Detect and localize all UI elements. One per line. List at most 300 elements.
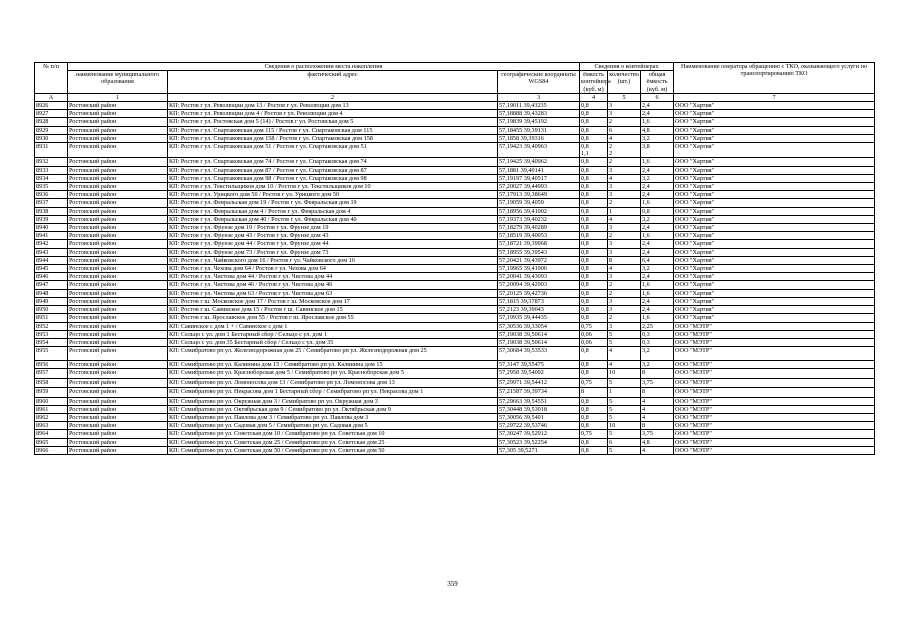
address-cell: КП: Семибратово рп ул. Советская дом 25 / Семибратово рп ул. Советская дом 25: [168, 438, 498, 446]
municipality-cell: Ростовский район: [68, 183, 168, 191]
municipality-cell: Ростовский район: [68, 314, 168, 322]
address-cell: КП: Семибратово рп ул. Советская дом 50 / Семибратово рп ул. Советская дом 50: [168, 446, 498, 454]
operator-cell: ООО "Хартия": [674, 215, 875, 223]
table-row: [35, 281, 875, 289]
header-count: количество (шт.): [608, 71, 641, 94]
row-number: 8937: [35, 199, 68, 207]
total-cell: 2,25: [641, 322, 674, 330]
row-number: 8958: [35, 379, 68, 387]
total-cell: 3,2: [641, 361, 674, 369]
coordinates-cell: 57,19373 39,40232: [498, 215, 580, 223]
total-cell: 4: [641, 397, 674, 405]
table-row: [35, 215, 875, 223]
coordinates-cell: 57,29663 39,54551: [498, 397, 580, 405]
table-row: [35, 207, 875, 215]
capacity-cell: 0,8: [580, 118, 608, 126]
header-total: общая ёмкость (куб. м): [641, 71, 674, 94]
municipality-cell: Ростовский район: [68, 379, 168, 387]
count-cell: 2: [608, 232, 641, 240]
row-number: 8959: [35, 387, 68, 397]
row-number: 8929: [35, 126, 68, 134]
coordinates-cell: 57,19011 39,43235: [498, 102, 580, 110]
municipality-cell: Ростовский район: [68, 248, 168, 256]
operator-cell: ООО "Хартия": [674, 166, 875, 174]
table-row: [35, 330, 875, 338]
column-index: 2: [168, 93, 498, 101]
count-cell: 1: [608, 207, 641, 215]
count-cell: 4: [608, 265, 641, 273]
table-body: [35, 102, 875, 455]
row-number: 8942: [35, 240, 68, 248]
coordinates-cell: 57,29722 39,53746: [498, 422, 580, 430]
total-cell: 4,8: [641, 126, 674, 134]
capacity-cell: 0,8: [580, 446, 608, 454]
column-index: 4: [580, 93, 608, 101]
row-number: 8962: [35, 413, 68, 421]
coordinates-cell: 57,19059 39,4059: [498, 199, 580, 207]
row-number: 8945: [35, 265, 68, 273]
capacity-cell: 0,8: [580, 166, 608, 174]
table-row: [35, 430, 875, 438]
count-cell: 3: [608, 102, 641, 110]
operator-cell: ООО "МЭТР": [674, 338, 875, 346]
count-cell: 3: [608, 240, 641, 248]
count-cell: 8: [608, 256, 641, 264]
total-cell: 1,6: [641, 281, 674, 289]
capacity-cell: 0,06: [580, 330, 608, 338]
operator-cell: ООО "Хартия": [674, 224, 875, 232]
coordinates-cell: 57,18279 39,40289: [498, 224, 580, 232]
capacity-cell: 0,8: [580, 232, 608, 240]
row-number: 8943: [35, 248, 68, 256]
coordinates-cell: 57,20041 39,43093: [498, 273, 580, 281]
total-cell: 2,4: [641, 240, 674, 248]
capacity-cell: 0,8: [580, 405, 608, 413]
capacity-cell: 0,8: [580, 281, 608, 289]
total-cell: 0,8: [641, 207, 674, 215]
capacity-cell: 0,8: [580, 134, 608, 142]
capacity-cell: 0,8: [580, 347, 608, 361]
address-cell: КП: Ростов г ул. Спартаковская дом 115 / Ростов г ул. Спартаковская дом 115: [168, 126, 498, 134]
total-cell: 2,4: [641, 110, 674, 118]
count-cell: 4: [608, 215, 641, 223]
operator-cell: ООО "Хартия": [674, 158, 875, 166]
capacity-cell: 0,8: [580, 297, 608, 305]
row-number: 8938: [35, 207, 68, 215]
row-number: 8941: [35, 232, 68, 240]
municipality-cell: Ростовский район: [68, 215, 168, 223]
capacity-cell: 0,8: [580, 422, 608, 430]
row-number: 8955: [35, 347, 68, 361]
operator-cell: ООО "МЭТР": [674, 446, 875, 454]
municipality-cell: Ростовский район: [68, 438, 168, 446]
capacity-cell: 0,8: [580, 306, 608, 314]
address-cell: КП: Ростов г ул. Фрунзе дом 19 / Ростов г ул. Фрунзе дом 19: [168, 224, 498, 232]
table-row: [35, 369, 875, 379]
coordinates-cell: 57,19038 39,50614: [498, 330, 580, 338]
address-cell: КП: Ростов г ш. Московское дом 17 / Ростов г ш. Московское дом 17: [168, 297, 498, 305]
coordinates-cell: 57,18955 39,39543: [498, 248, 580, 256]
capacity-cell: 0,06: [580, 338, 608, 346]
coordinates-cell: 57,19197 39,40517: [498, 174, 580, 182]
row-number: 8950: [35, 306, 68, 314]
coordinates-cell: 57,18519 39,40053: [498, 232, 580, 240]
total-cell: 6,4: [641, 256, 674, 264]
municipality-cell: Ростовский район: [68, 102, 168, 110]
row-number: 8960: [35, 397, 68, 405]
total-cell: 3,8: [641, 143, 674, 158]
table-row: [35, 166, 875, 174]
header-number: № п/п: [35, 63, 68, 94]
municipality-cell: Ростовский район: [68, 297, 168, 305]
count-cell: 3: [608, 273, 641, 281]
capacity-cell: 0,8: [580, 199, 608, 207]
address-cell: КП: Ростов г ул. Фрунзе дом 43 / Ростов г ул. Фрунзе дом 43: [168, 232, 498, 240]
address-cell: КП: Ростов г ул. Спартаковская дом 74 / Ростов г ул. Спартаковская дом 74: [168, 158, 498, 166]
operator-cell: ООО "МЭТР": [674, 347, 875, 361]
total-cell: 2,4: [641, 273, 674, 281]
municipality-cell: Ростовский район: [68, 413, 168, 421]
row-number: 8951: [35, 314, 68, 322]
row-number: 8952: [35, 322, 68, 330]
total-cell: 3,2: [641, 347, 674, 361]
total-cell: 2,4: [641, 224, 674, 232]
count-cell: 5: [608, 446, 641, 454]
municipality-cell: Ростовский район: [68, 446, 168, 454]
table-row: [35, 224, 875, 232]
capacity-cell: 0,8: [580, 158, 608, 166]
address-cell: КП: Семибратово рп ул. Ломоносова дом 13 / Семибратово рп ул. Ломоносова дом 13: [168, 379, 498, 387]
row-number: 8964: [35, 430, 68, 438]
address-cell: КП: Ростов г ул. Фрунзе дом 73 / Ростов г ул. Фрунзе дом 73: [168, 248, 498, 256]
address-cell: КП: Ростов г ш. Ярославское дом 55 / Ростов г ш. Ярославское дом 55: [168, 314, 498, 322]
capacity-cell: 0,8: [580, 265, 608, 273]
capacity-cell: 0,8: [580, 102, 608, 110]
coordinates-cell: 57,19038 39,50614: [498, 338, 580, 346]
total-cell: 2,4: [641, 183, 674, 191]
column-index: 7: [674, 93, 875, 101]
address-cell: КП: Ростов г ул. Ростовская дом 5 (14) / Ростов г ул. Ростовская дом 5: [168, 118, 498, 126]
municipality-cell: Ростовский район: [68, 143, 168, 158]
operator-cell: ООО "Хартия": [674, 143, 875, 158]
municipality-cell: Ростовский район: [68, 289, 168, 297]
address-cell: КП: Ростов г ул. Февральская дом 4 / Ростов г ул. Февральская дом 4: [168, 207, 498, 215]
municipality-cell: Ростовский район: [68, 422, 168, 430]
row-number: 8944: [35, 256, 68, 264]
municipality-cell: Ростовский район: [68, 224, 168, 232]
table-row: [35, 110, 875, 118]
municipality-cell: Ростовский район: [68, 387, 168, 397]
header-municipality: наименование муниципального образования: [68, 71, 168, 94]
municipality-cell: Ростовский район: [68, 347, 168, 361]
row-number: 8948: [35, 289, 68, 297]
count-cell: 10: [608, 422, 641, 430]
count-cell: 4: [608, 347, 641, 361]
table-row: [35, 379, 875, 387]
address-cell: КП: Ростов г ш. Савинское дом 15 / Ростов г ш. Савинское дом 15: [168, 306, 498, 314]
row-number: 8927: [35, 110, 68, 118]
row-number: 8947: [35, 281, 68, 289]
coordinates-cell: 57,30536 39,33054: [498, 322, 580, 330]
total-cell: 4: [641, 405, 674, 413]
municipality-cell: Ростовский район: [68, 126, 168, 134]
row-number: 8934: [35, 174, 68, 182]
operator-cell: ООО "МЭТР": [674, 387, 875, 397]
coordinates-cell: 57,30448 39,53018: [498, 405, 580, 413]
capacity-cell: 0,8: [580, 361, 608, 369]
table-row: [35, 387, 875, 397]
total-cell: 3,2: [641, 215, 674, 223]
address-cell: КП: Семибратово рп ул. Окружная дом 3 / Семибратово рп ул. Окружная дом 3: [168, 397, 498, 405]
capacity-cell: 0,8: [580, 191, 608, 199]
operator-cell: ООО "Хартия": [674, 256, 875, 264]
count-cell: 5: [608, 379, 641, 387]
count-cell: 2: [608, 158, 641, 166]
table-row: [35, 256, 875, 264]
count-cell: 5: [608, 413, 641, 421]
total-cell: 1,6: [641, 158, 674, 166]
operator-cell: ООО "МЭТР": [674, 413, 875, 421]
address-cell: КП: Ростов г ул. Фрунзе дом 44 / Ростов г ул. Фрунзе дом 44: [168, 240, 498, 248]
operator-cell: ООО "Хартия": [674, 248, 875, 256]
row-number: 8957: [35, 369, 68, 379]
table-row: [35, 102, 875, 110]
address-cell: КП: Ростов г ул. Революции дом 13 / Ростов г ул. Революции дом 13: [168, 102, 498, 110]
coordinates-cell: 57,18721 39,39968: [498, 240, 580, 248]
table-row: [35, 289, 875, 297]
column-index: 5: [608, 93, 641, 101]
count-cell: 2: [608, 289, 641, 297]
municipality-cell: Ростовский район: [68, 174, 168, 182]
total-cell: 4: [641, 446, 674, 454]
address-cell: КП: Ростов г ул. Текстильщиков дом 10 / Ростов г ул. Текстильщиков дом 10: [168, 183, 498, 191]
total-cell: 8: [641, 422, 674, 430]
capacity-cell: 0,8: [580, 183, 608, 191]
municipality-cell: Ростовский район: [68, 158, 168, 166]
municipality-cell: Ростовский район: [68, 110, 168, 118]
page-number: 359: [447, 580, 458, 588]
count-cell: 1: [608, 387, 641, 397]
table-row: [35, 183, 875, 191]
total-cell: 0,3: [641, 330, 674, 338]
municipality-cell: Ростовский район: [68, 369, 168, 379]
count-cell: 4: [608, 134, 641, 142]
coordinates-cell: 57,19423 39,40963: [498, 143, 580, 158]
table-row: [35, 347, 875, 361]
header-operator: Наименование оператора обращению с ТКО, оказывающего услуги по транспортированию ТКО: [674, 63, 875, 94]
table-row: [35, 232, 875, 240]
total-cell: 4: [641, 413, 674, 421]
total-cell: 3,75: [641, 379, 674, 387]
count-cell: 5: [608, 430, 641, 438]
address-cell: КП: Ростов г ул. Спартаковская дом 51 / Ростов г ул. Спартаковская дом 51: [168, 143, 498, 158]
row-number: 8935: [35, 183, 68, 191]
capacity-cell: 0,75: [580, 322, 608, 330]
header-container-group: Сведения о контейнерах: [580, 63, 674, 71]
operator-cell: ООО "Хартия": [674, 281, 875, 289]
column-index: 1: [68, 93, 168, 101]
count-cell: 2: [608, 199, 641, 207]
operator-cell: ООО "МЭТР": [674, 361, 875, 369]
table-row: [35, 174, 875, 182]
count-cell: 10: [608, 369, 641, 379]
capacity-cell: 0,75: [580, 430, 608, 438]
table-row: [35, 199, 875, 207]
operator-cell: ООО "МЭТР": [674, 397, 875, 405]
operator-cell: ООО "Хартия": [674, 191, 875, 199]
coordinates-cell: 57,20094 39,42903: [498, 281, 580, 289]
address-cell: КП: Ростов г ул. Революции дом 4 / Ростов г ул. Революции дом 4: [168, 110, 498, 118]
coordinates-cell: 57,21587 39,39734: [498, 387, 580, 397]
address-cell: КП: Семибратово рп ул. Павлова дом 3 / Семибратово рп ул. Павлова дом 3: [168, 413, 498, 421]
coordinates-cell: 57,19965 39,41906: [498, 265, 580, 273]
coordinates-cell: 57,2123 39,39043: [498, 306, 580, 314]
capacity-cell: 0,8: [580, 240, 608, 248]
coordinates-cell: 57,29971 39,54412: [498, 379, 580, 387]
table-row: [35, 273, 875, 281]
municipality-cell: Ростовский район: [68, 330, 168, 338]
operator-cell: ООО "МЭТР": [674, 330, 875, 338]
address-cell: КП: Семибратово рп ул. Железнодорожная дом 25 / Семибратово рп ул. Железнодорожная дом 25: [168, 347, 498, 361]
capacity-cell: 0,8: [580, 413, 608, 421]
total-cell: 2,4: [641, 248, 674, 256]
column-index: А: [35, 93, 68, 101]
municipality-cell: Ростовский район: [68, 240, 168, 248]
row-number: 8949: [35, 297, 68, 305]
coordinates-cell: 57,30056 39,5401: [498, 413, 580, 421]
address-cell: КП: Ростов г ул. Чистова дом 44 / Ростов г ул. Чистова дом 44: [168, 273, 498, 281]
total-cell: 1,6: [641, 199, 674, 207]
row-number: 8932: [35, 158, 68, 166]
address-cell: КП: Ростов г ул. Урицкого дом 50 / Ростов г ул. Урицкого дом 50: [168, 191, 498, 199]
capacity-cell: 0,8: [580, 438, 608, 446]
operator-cell: ООО "Хартия": [674, 240, 875, 248]
coordinates-cell: 57,20027 39,44993: [498, 183, 580, 191]
count-cell: 2 2: [608, 143, 641, 158]
total-cell: 1,6: [641, 118, 674, 126]
address-cell: КП: Семибратово рп ул. Садовая дом 5 / Семибратово рп ул. Садовая дом 5: [168, 422, 498, 430]
count-cell: 3: [608, 297, 641, 305]
coordinates-cell: 57,20125 39,42736: [498, 289, 580, 297]
municipality-cell: Ростовский район: [68, 232, 168, 240]
total-cell: 2,4: [641, 191, 674, 199]
table-row: [35, 118, 875, 126]
count-cell: 3: [608, 306, 641, 314]
operator-cell: ООО "МЭТР": [674, 430, 875, 438]
total-cell: 0,3: [641, 338, 674, 346]
total-cell: 4,8: [641, 438, 674, 446]
total-cell: 1,6: [641, 289, 674, 297]
capacity-cell: 0,8 1,1: [580, 143, 608, 158]
total-cell: 2,4: [641, 166, 674, 174]
row-number: 8940: [35, 224, 68, 232]
address-cell: КП: Ростов г ул. Спартаковская дом 87 / Ростов г ул. Спартаковская дом 87: [168, 166, 498, 174]
count-cell: 2: [608, 314, 641, 322]
address-cell: КП: Ростов г ул. Февральская дом 40 / Ростов г ул. Февральская дом 40: [168, 215, 498, 223]
count-cell: 5: [608, 338, 641, 346]
row-number: 8926: [35, 102, 68, 110]
count-cell: 3: [608, 322, 641, 330]
table-row: [35, 361, 875, 369]
municipality-cell: Ростовский район: [68, 207, 168, 215]
table-row: [35, 338, 875, 346]
address-cell: КП: Ростов г ул. Чайковского дом 16 / Ростов г ул. Чайковского дом 16: [168, 256, 498, 264]
coordinates-cell: 57,30684 39,53533: [498, 347, 580, 361]
operator-cell: ООО "Хартия": [674, 265, 875, 273]
address-cell: КП: Ростов г ул. Чистова дом 63 / Ростов г ул. Чистова дом 63: [168, 289, 498, 297]
capacity-cell: 0,8: [580, 273, 608, 281]
capacity-cell: 0,8: [580, 215, 608, 223]
municipality-cell: Ростовский район: [68, 191, 168, 199]
row-number: 8961: [35, 405, 68, 413]
address-cell: КП: Ростов г ул. Февральская дом 19 / Ростов г ул. Февральская дом 19: [168, 199, 498, 207]
address-cell: КП: Сельцо с ул. дом 35 Бестарный сбор / Сельцо с ул. дом 35: [168, 338, 498, 346]
capacity-cell: 0,8: [580, 110, 608, 118]
row-number: 8946: [35, 273, 68, 281]
capacity-cell: 0,8: [580, 248, 608, 256]
capacity-cell: 0,8: [580, 174, 608, 182]
row-number: 8965: [35, 438, 68, 446]
capacity-cell: 0,8: [580, 289, 608, 297]
table-row: [35, 158, 875, 166]
municipality-cell: Ростовский район: [68, 134, 168, 142]
capacity-cell: 0,75: [580, 379, 608, 387]
operator-cell: ООО "Хартия": [674, 207, 875, 215]
operator-cell: ООО "Хартия": [674, 306, 875, 314]
address-cell: КП: Ростов г ул. Спартаковская дом 158 / Ростов г ул. Спартаковская дом 158: [168, 134, 498, 142]
address-cell: КП: Семибратово рп ул. Октябрьская дом 9 / Семибратово рп ул. Октябрьская дом 9: [168, 405, 498, 413]
municipality-cell: Ростовский район: [68, 256, 168, 264]
coordinates-cell: 57,30247 39,52912: [498, 430, 580, 438]
coordinates-cell: 57,30523 39,52254: [498, 438, 580, 446]
table-row: [35, 322, 875, 330]
table-row: [35, 314, 875, 322]
capacity-cell: 0,8: [580, 224, 608, 232]
capacity-cell: 0,8: [580, 369, 608, 379]
table-row: [35, 413, 875, 421]
municipality-cell: Ростовский район: [68, 430, 168, 438]
capacity-cell: 0,8: [580, 207, 608, 215]
capacity-cell: 8: [580, 387, 608, 397]
count-cell: 3: [608, 110, 641, 118]
address-cell: КП: Ростов г ул. Спартаковская дом 98 / Ростов г ул. Спартаковская дом 98: [168, 174, 498, 182]
total-cell: 3,2: [641, 134, 674, 142]
operator-cell: ООО "Хартия": [674, 232, 875, 240]
coordinates-cell: 57,19839 39,45192: [498, 118, 580, 126]
total-cell: 1,6: [641, 232, 674, 240]
column-index: 6: [641, 93, 674, 101]
column-index-row: [35, 93, 875, 101]
capacity-cell: 0,8: [580, 256, 608, 264]
total-cell: 8: [641, 369, 674, 379]
count-cell: 6: [608, 438, 641, 446]
municipality-cell: Ростовский район: [68, 397, 168, 405]
row-number: 8966: [35, 446, 68, 454]
operator-cell: ООО "Хартия": [674, 126, 875, 134]
address-cell: КП: Семибратово рп ул. Некрасова дом 1 Бестарный сбор / Семибратово рп ул. Некрасова дом 1: [168, 387, 498, 397]
table-row: [35, 422, 875, 430]
address-cell: КП: Семибратово рп ул. Советская дом 10 / Семибратово рп ул. Советская дом 10: [168, 430, 498, 438]
coordinates-cell: 57,18956 39,41002: [498, 207, 580, 215]
table-row: [35, 306, 875, 314]
operator-cell: ООО "Хартия": [674, 289, 875, 297]
total-cell: 2,4: [641, 297, 674, 305]
table-row: [35, 446, 875, 454]
municipality-cell: Ростовский район: [68, 265, 168, 273]
coordinates-cell: 57,2958 39,54092: [498, 369, 580, 379]
table-row: [35, 191, 875, 199]
table-row: [35, 134, 875, 142]
